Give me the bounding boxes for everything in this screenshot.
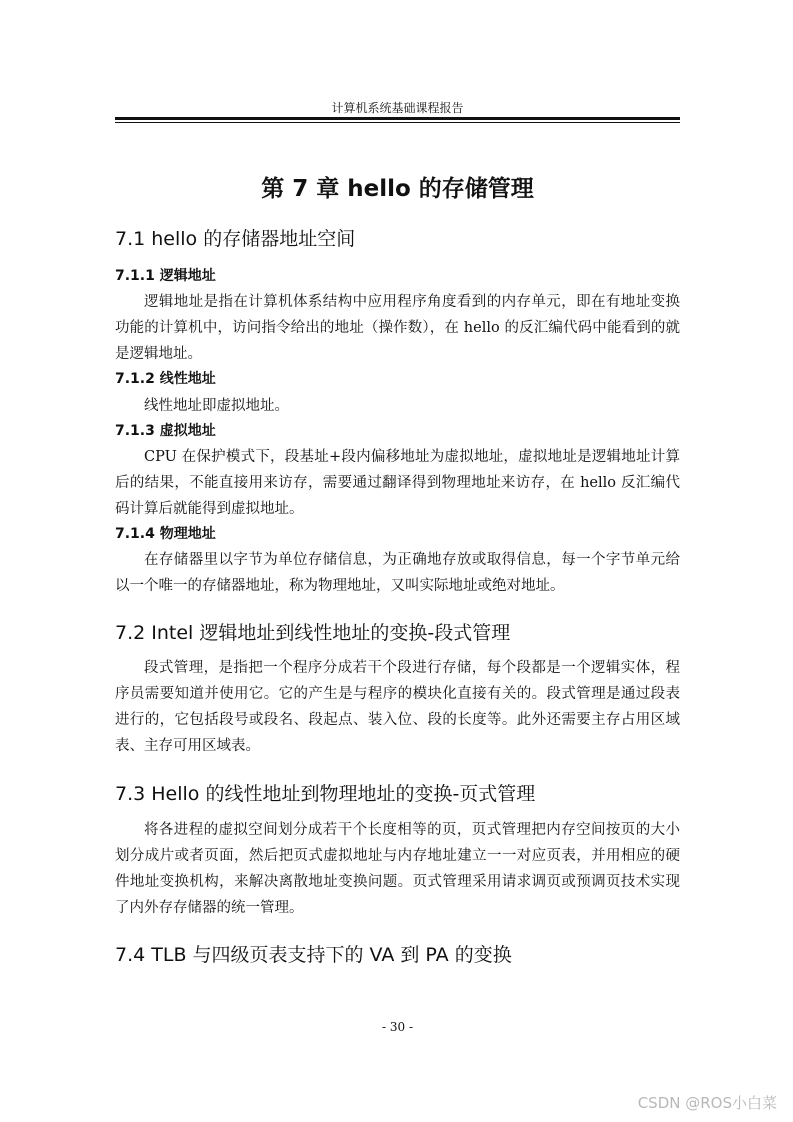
header-rule-thick xyxy=(115,117,680,120)
paragraph-physical-address: 在存储器里以字节为单位存储信息，为正确地存放或取得信息，每一个字节单元给以一个唯一的存储器地址，称为物理地址，又叫实际地址或绝对地址。 xyxy=(115,552,680,594)
section-heading-7-1: 7.1 hello 的存储器地址空间 xyxy=(115,228,356,250)
paragraph-logical-address: 逻辑地址是指在计算机体系结构中应用程序角度看到的内存单元，即在有地址变换功能的计算机中，访问指令给出的地址（操作数），在 hello 的反汇编代码中能看到的就是逻辑地址。 xyxy=(115,294,680,362)
section-heading-7-3: 7.3 Hello 的线性地址到物理地址的变换-页式管理 xyxy=(115,783,536,805)
section-heading-7-2: 7.2 Intel 逻辑地址到线性地址的变换-段式管理 xyxy=(115,622,511,644)
subsection-heading-7-1-3: 7.1.3 虚拟地址 xyxy=(115,423,216,439)
running-header: 计算机系统基础课程报告 xyxy=(331,101,464,115)
csdn-watermark: CSDN @ROS小白菜 xyxy=(637,1094,777,1112)
header-rule-thin xyxy=(115,122,680,123)
paragraph-segmentation: 段式管理，是指把一个程序分成若干个段进行存储，每个段都是一个逻辑实体，程序员需要知道并使用它。它的产生是与程序的模块化直接有关的。段式管理是通过段表进行的，它包括段号或段名、段起点、装入位、段的长度等。此外还需要主存占用区域表、主存可用区域表。 xyxy=(115,660,680,754)
paragraph-linear-address: 线性地址即虚拟地址。 xyxy=(144,398,289,414)
paragraph-virtual-address: CPU 在保护模式下，段基址+段内偏移地址为虚拟地址，虚拟地址是逻辑地址计算后的结果，不能直接用来访存，需要通过翻译得到物理地址来访存，在 hello 反汇编代码计算后就能得到虚拟地址。 xyxy=(115,449,680,517)
page-number: - 30 - xyxy=(381,1020,413,1034)
chapter-title: 第 7 章 hello 的存储管理 xyxy=(261,176,534,202)
subsection-heading-7-1-2: 7.1.2 线性地址 xyxy=(115,371,216,387)
subsection-heading-7-1-4: 7.1.4 物理地址 xyxy=(115,526,216,542)
section-heading-7-4: 7.4 TLB 与四级页表支持下的 VA 到 PA 的变换 xyxy=(115,944,512,966)
paragraph-paging: 将各进程的虚拟空间划分成若干个长度相等的页，页式管理把内存空间按页的大小划分成片或者页面，然后把页式虚拟地址与内存地址建立一一对应页表，并用相应的硬件地址变换机构，来解决离散地址变换问题。页式管理采用请求调页或预调页技术实现了内外存存储器的统一管理。 xyxy=(115,822,680,916)
subsection-heading-7-1-1: 7.1.1 逻辑地址 xyxy=(115,268,216,284)
